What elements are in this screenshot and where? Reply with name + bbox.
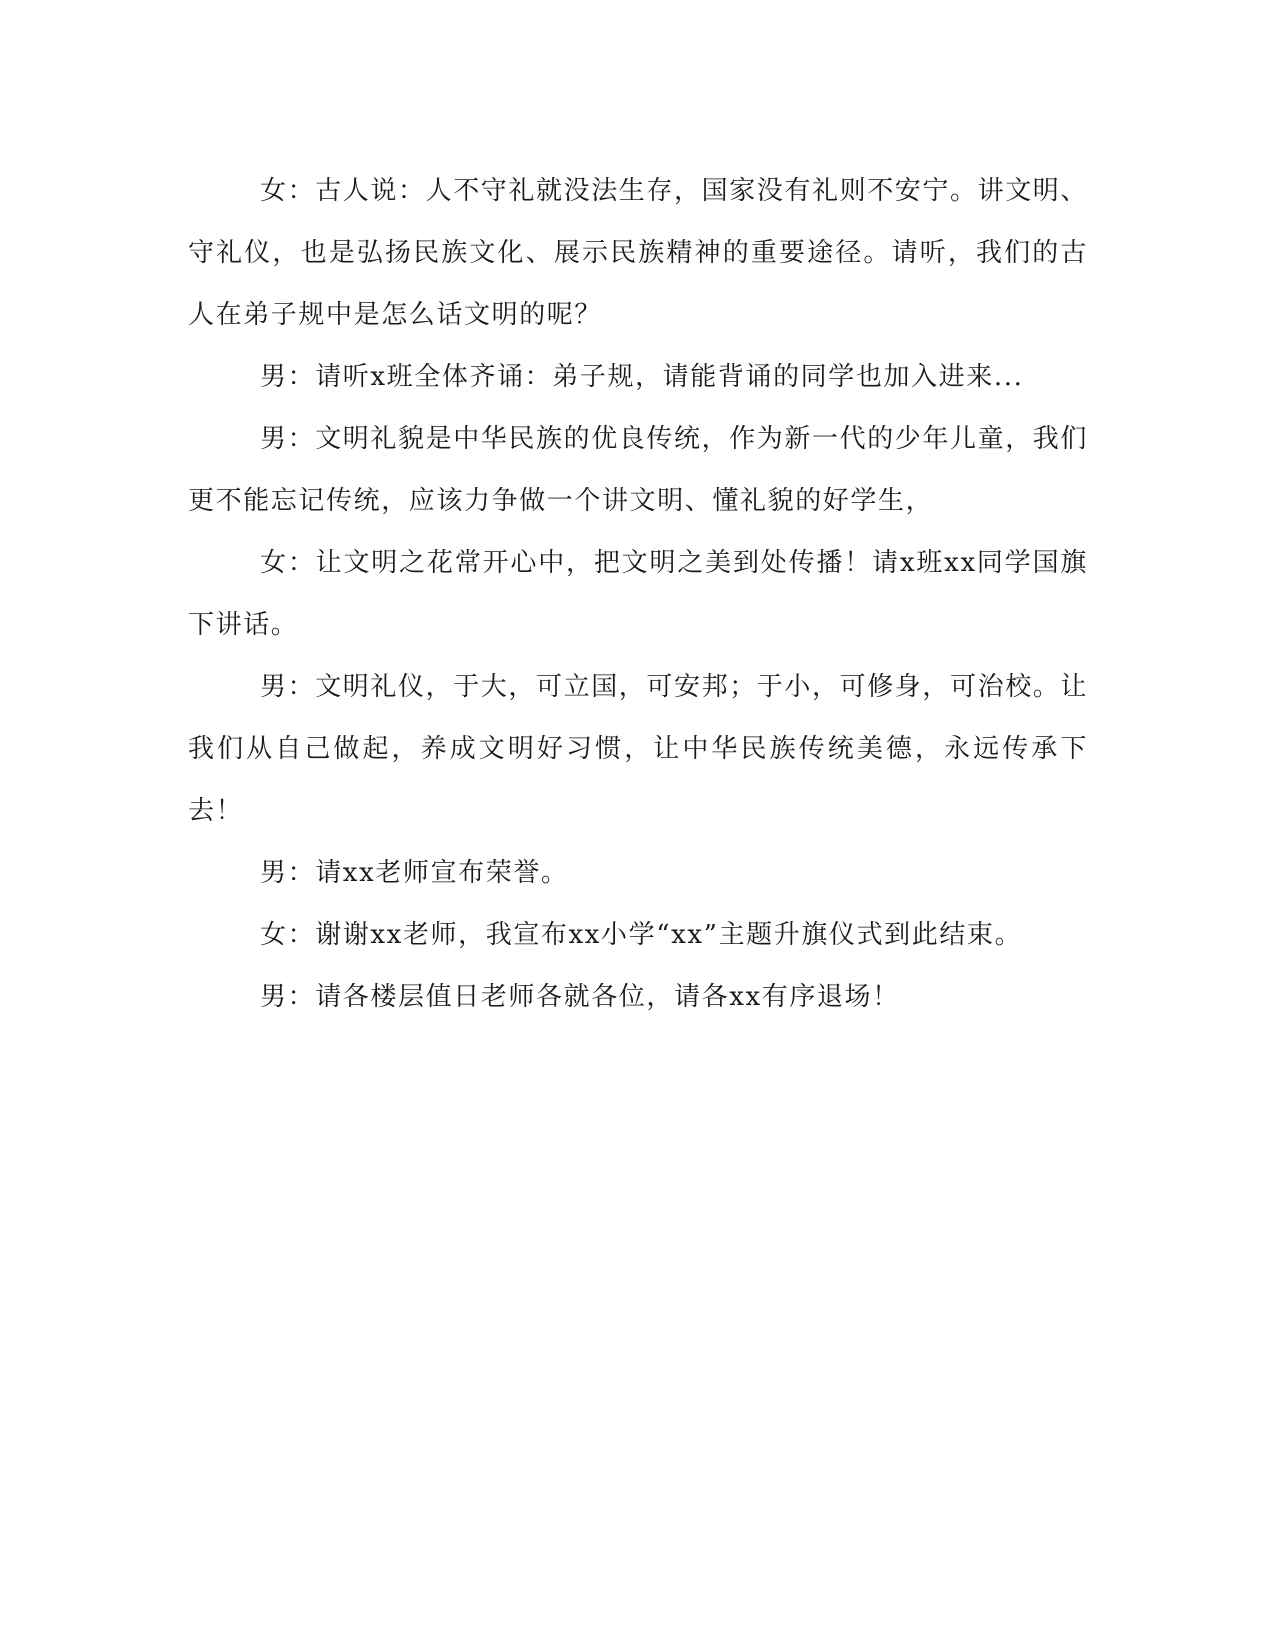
paragraph-4: 女：让文明之花常开心中，把文明之美到处传播！请x班xx同学国旗下讲话。 bbox=[188, 548, 1088, 640]
document-page bbox=[188, 160, 1088, 1028]
paragraph-5: 男：文明礼仪，于大，可立国，可安邦；于小，可修身，可治校。让我们从自己做起，养成文明好习惯，让中华民族传统美德，永远传承下去！ bbox=[188, 672, 1089, 826]
paragraph-8: 男：请各楼层值日老师各就各位，请各xx有序退场！ bbox=[260, 982, 900, 1012]
paragraph-2: 男：请听x班全体齐诵：弟子规，请能背诵的同学也加入进来... bbox=[260, 362, 1024, 392]
paragraph-3: 男：文明礼貌是中华民族的优良传统，作为新一代的少年儿童，我们更不能忘记传统，应该力争做一个讲文明、懂礼貌的好学生， bbox=[188, 424, 1089, 516]
paragraph-1: 女：古人说：人不守礼就没法生存，国家没有礼则不安宁。讲文明、守礼仪，也是弘扬民族文化、展示民族精神的重要途径。请听，我们的古人在弟子规中是怎么话文明的呢？ bbox=[188, 176, 1089, 330]
paragraph-7: 女：谢谢xx老师，我宣布xx小学“xx”主题升旗仪式到此结束。 bbox=[260, 920, 1023, 950]
paragraph-6: 男：请xx老师宣布荣誉。 bbox=[260, 858, 569, 888]
